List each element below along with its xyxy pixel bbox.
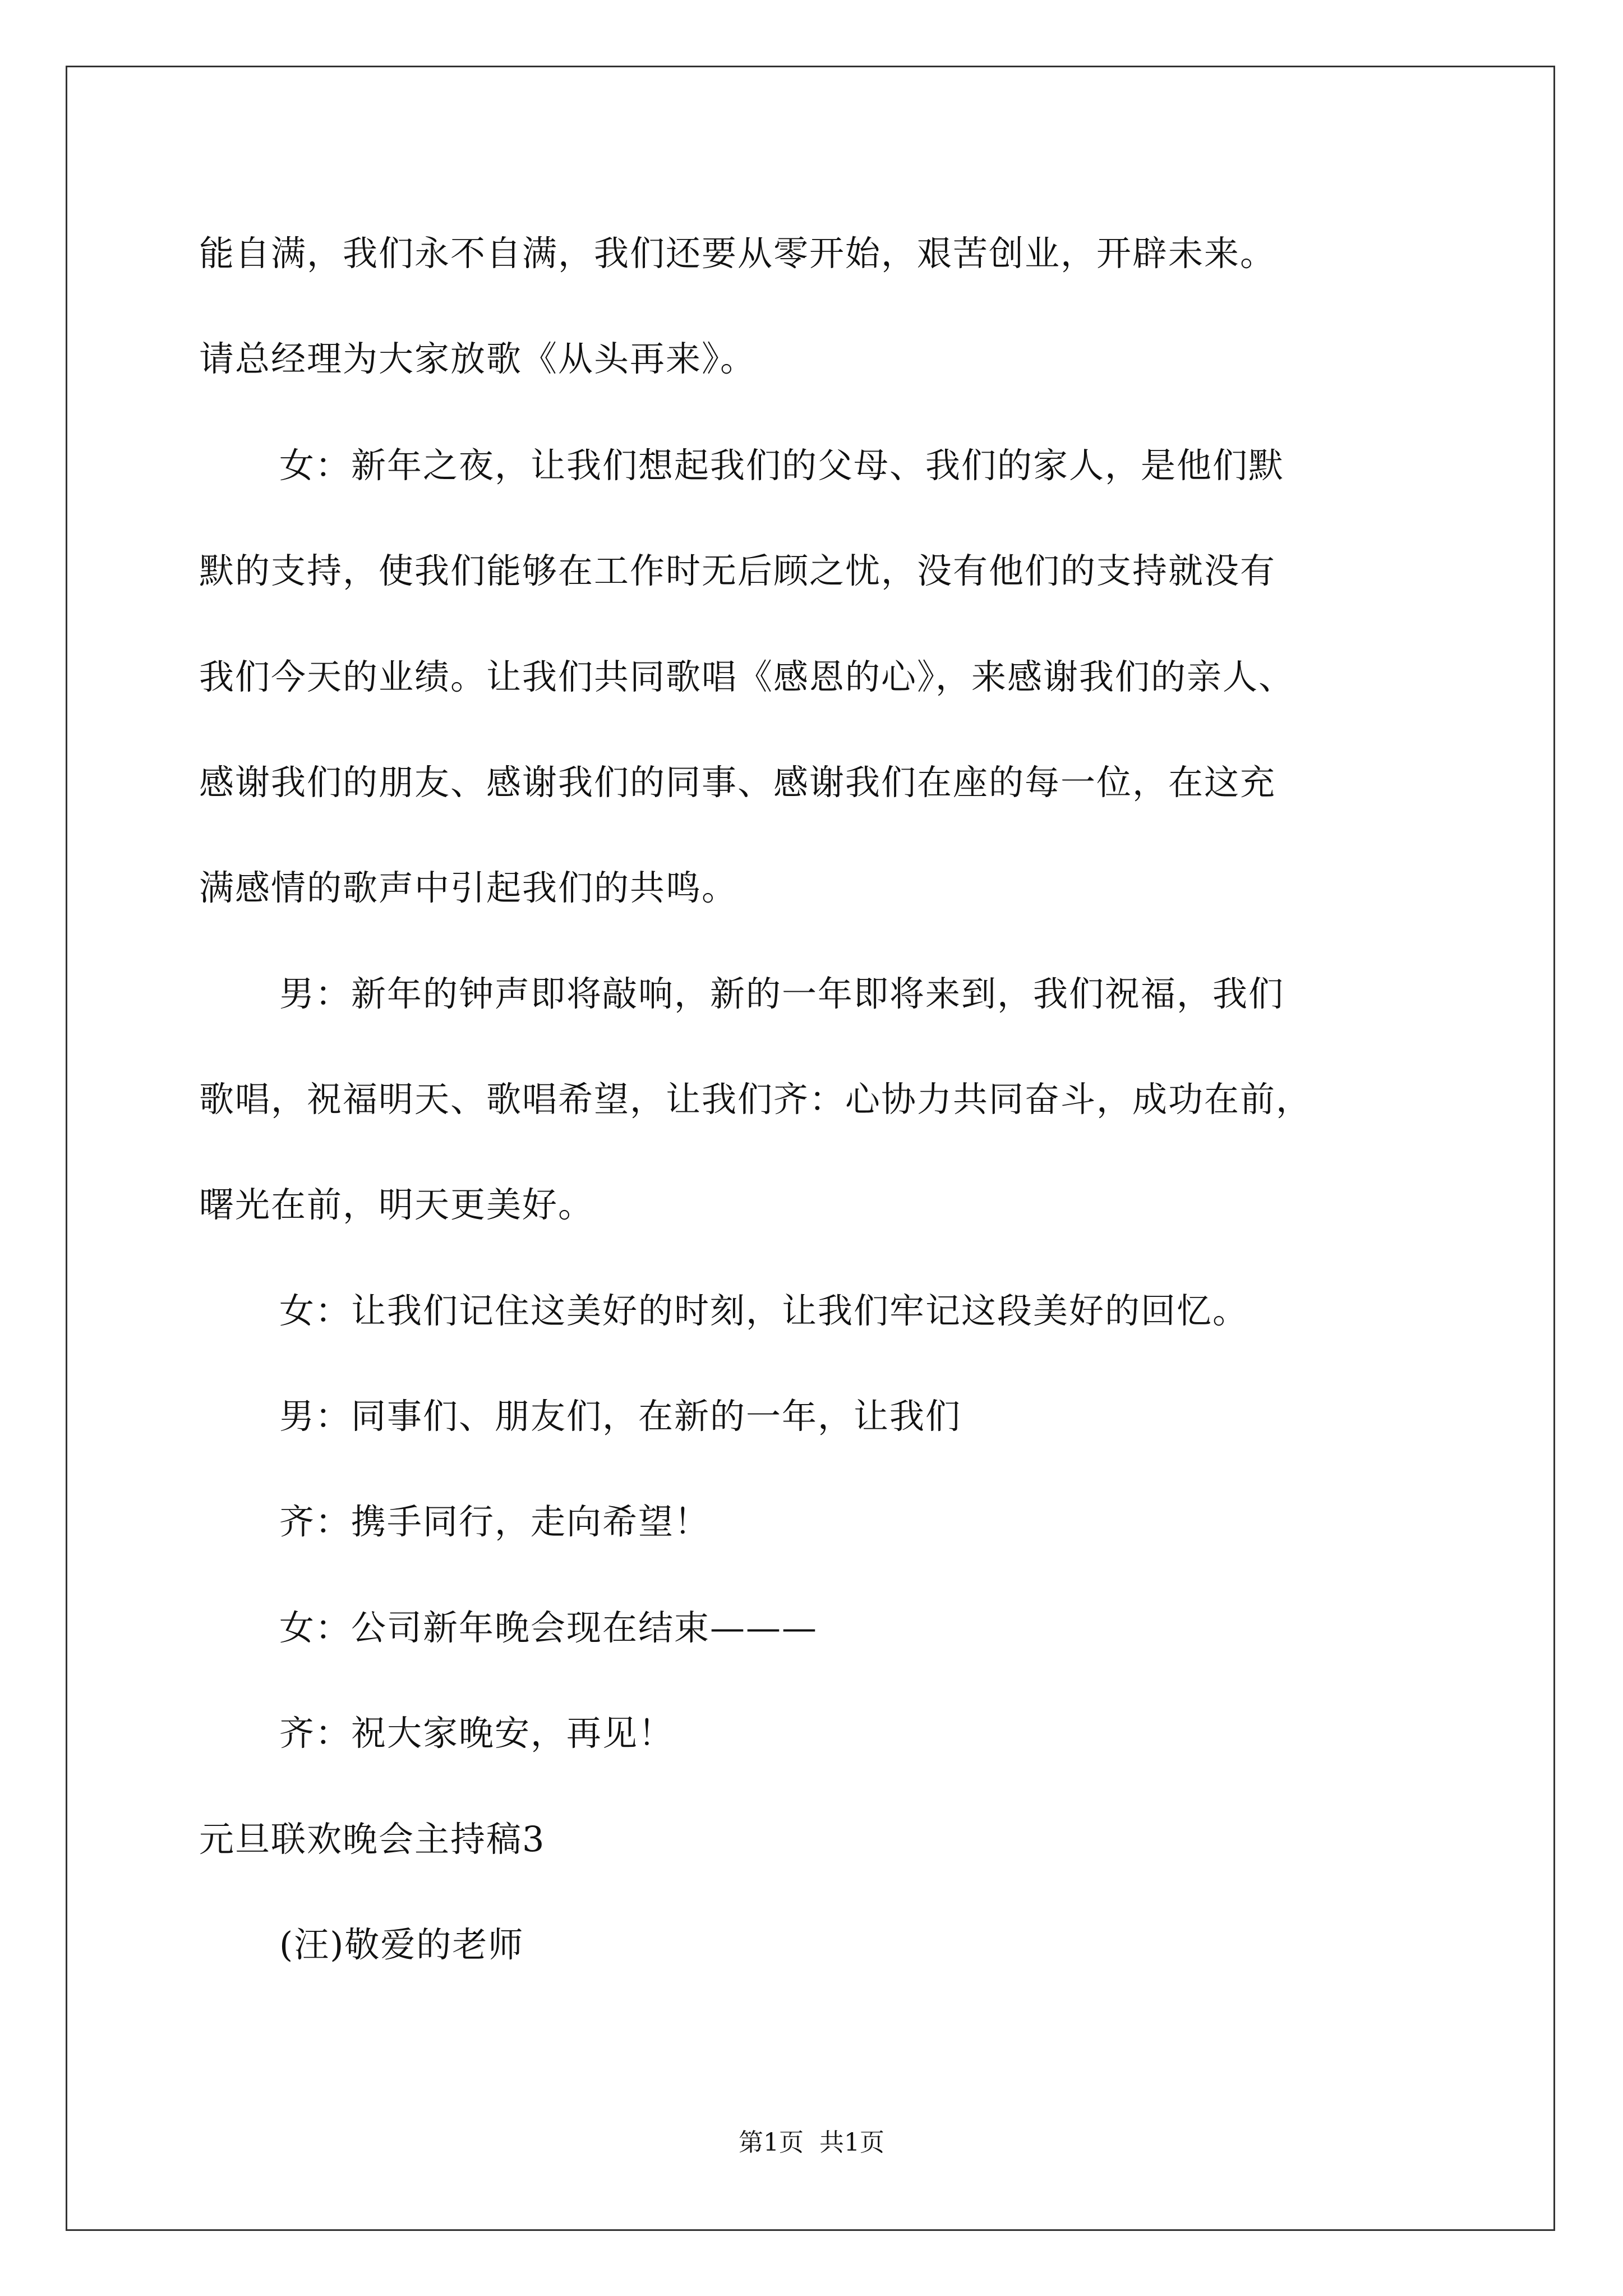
body-line: 感谢我们的朋友、感谢我们的同事、感谢我们在座的每一位，在这充: [199, 762, 1276, 803]
section-heading: 元旦联欢晚会主持稿3: [199, 1819, 546, 1860]
body-line: 齐：携手同行，走向希望！: [279, 1501, 711, 1542]
body-line: 满感情的歌声中引起我们的共鸣。: [199, 867, 738, 908]
body-line: 男：同事们、朋友们，在新的一年，让我们: [279, 1396, 962, 1437]
body-line: 女：让我们记住这美好的时刻，让我们牢记这段美好的回忆。: [279, 1290, 1249, 1331]
page-footer: 第1页 共1页: [739, 2128, 884, 2157]
body-line: 齐：祝大家晚安，再见！: [279, 1713, 675, 1754]
body-line: 女：新年之夜，让我们想起我们的父母、我们的家人，是他们默: [279, 445, 1285, 486]
body-line: 歌唱，祝福明天、歌唱希望，让我们齐：心协力共同奋斗，成功在前，: [199, 1079, 1312, 1120]
body-line: 男：新年的钟声即将敲响，新的一年即将来到，我们祝福，我们: [279, 973, 1285, 1014]
body-line: 女：公司新年晚会现在结束———: [279, 1607, 818, 1648]
body-line: (汪)敬爱的老师: [279, 1924, 524, 1965]
body-line: 曙光在前，明天更美好。: [199, 1184, 594, 1225]
page-border: [66, 66, 1555, 2231]
body-line: 能自满，我们永不自满，我们还要从零开始，艰苦创业，开辟未来。: [199, 233, 1276, 274]
body-line: 请总经理为大家放歌《从头再来》。: [199, 338, 757, 379]
body-line: 我们今天的业绩。让我们共同歌唱《感恩的心》，来感谢我们的亲人、: [199, 656, 1295, 697]
body-line: 默的支持，使我们能够在工作时无后顾之忧，没有他们的支持就没有: [199, 550, 1276, 591]
